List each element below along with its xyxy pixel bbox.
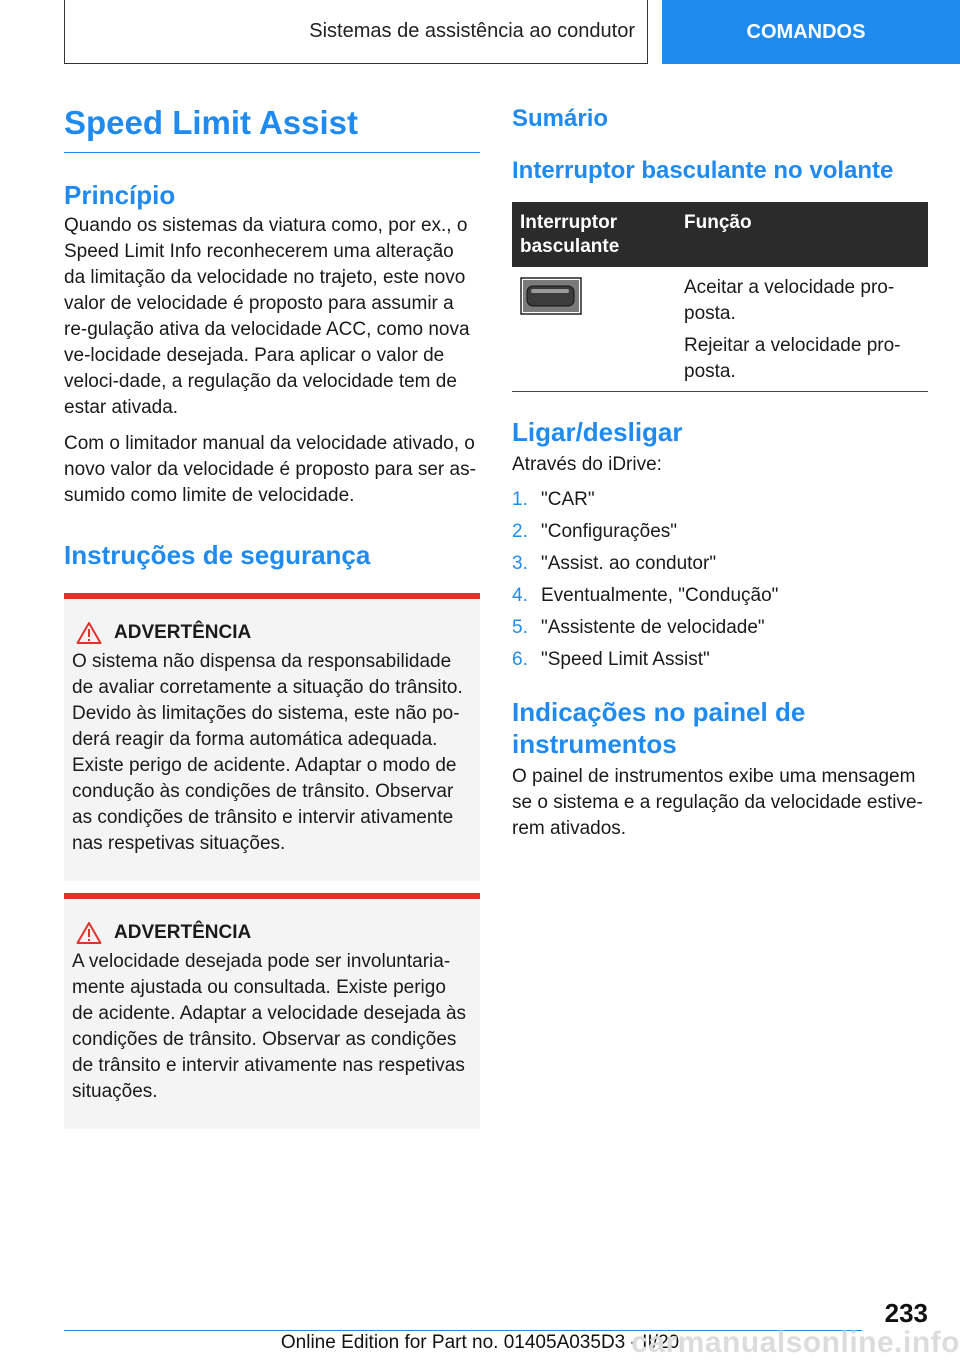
- running-header-section: [64, 0, 648, 64]
- chapter-title: COMANDOS: [746, 20, 866, 43]
- step-text: "Speed Limit Assist": [541, 649, 710, 670]
- list-item: [512, 516, 928, 548]
- rocker-switch-icon: [520, 277, 582, 315]
- list-item: [512, 644, 928, 676]
- warning-box-2: [64, 893, 480, 1129]
- summary-subheading: Interruptor basculante no volante: [512, 157, 894, 184]
- function-accept: Aceitar a velocidade pro-posta.: [684, 277, 895, 324]
- table-row: [512, 267, 928, 392]
- list-item: [512, 548, 928, 580]
- step-number: 3.: [512, 553, 528, 574]
- step-text: "CAR": [541, 489, 595, 510]
- step-text: "Assist. ao condutor": [541, 553, 717, 574]
- warning-header: [72, 621, 472, 645]
- warning-triangle-icon: [76, 921, 102, 945]
- right-column: [512, 100, 928, 842]
- edition-footer: Online Edition for Part no. 01405A035D3 - II/20: [280, 1332, 680, 1353]
- list-item: [512, 580, 928, 612]
- step-number: 6.: [512, 649, 528, 670]
- function-cell: [676, 267, 928, 392]
- list-item: [512, 612, 928, 644]
- principle-heading: Princípio: [64, 180, 176, 210]
- onoff-steps: [512, 484, 928, 676]
- safety-heading: Instruções de segurança: [64, 540, 371, 570]
- principle-paragraph-2: Com o limitador manual da velocidade ativado, o novo valor da velocidade é proposto para ser as-sumido como limite de velocidade.: [64, 433, 476, 506]
- warning-title: ADVERTÊNCIA: [114, 922, 252, 943]
- warning-title: ADVERTÊNCIA: [114, 622, 252, 643]
- list-item: [512, 484, 928, 516]
- rocker-switch-cell: [512, 267, 676, 392]
- function-reject: Rejeitar a velocidade pro-posta.: [684, 335, 901, 382]
- page-title: Speed Limit Assist: [64, 100, 480, 153]
- step-text: "Assistente de velocidade": [541, 617, 765, 638]
- warning-triangle-icon: [76, 621, 102, 645]
- table-header-function: Função: [676, 202, 928, 267]
- summary-heading: Sumário: [512, 105, 609, 132]
- step-number: 2.: [512, 521, 528, 542]
- section-title: Sistemas de assistência ao condutor: [309, 20, 635, 42]
- warning-text: O sistema não dispensa da responsabilidade de avaliar corretamente a situação do trânsito. Devido às limitações do sistema, este não po-derá reagir da forma automática adequada. Existe perigo de acidente. Adaptar o modo de condução às condições de trânsito. Observar as condições de trânsito e intervir ativamente nas respetivas situações.: [72, 651, 463, 854]
- chapter-tab[interactable]: [662, 0, 960, 64]
- display-heading: Indicações no painel de instrumentos: [512, 697, 806, 759]
- onoff-intro: Através do iDrive:: [512, 454, 662, 475]
- page-number: 233: [884, 1298, 928, 1328]
- step-number: 4.: [512, 585, 528, 606]
- warning-box-1: [64, 593, 480, 881]
- table-header-switch: Interruptor basculante: [512, 202, 676, 267]
- onoff-heading: Ligar/desligar: [512, 417, 683, 447]
- principle-paragraph-1: Quando os sistemas da viatura como, por ex., o Speed Limit Info reconhecerem uma alteração da limitação da velocidade no trajeto, este novo valor de velocidade é proposto para assumir a re-gulação ativa da velocidade ACC, como nova ve-locidade desejada. Para aplicar o valor de veloci-dade, a regulação da velocidade tem de estar ativada.: [64, 215, 470, 418]
- display-text: O painel de instrumentos exibe uma mensagem se o sistema e a regulação da velocidade estive-rem ativados.: [512, 766, 923, 839]
- switch-function-table: [512, 202, 928, 392]
- step-number: 5.: [512, 617, 528, 638]
- warning-header: [72, 921, 472, 945]
- watermark: carmanualsonline.info: [631, 1326, 960, 1359]
- step-text: Eventualmente, "Condução": [541, 585, 779, 606]
- left-column: [64, 100, 480, 1129]
- step-text: "Configurações": [541, 521, 678, 542]
- step-number: 1.: [512, 489, 528, 510]
- warning-text: A velocidade desejada pode ser involuntaria-mente ajustada ou consultada. Existe perigo de acidente. Adaptar a velocidade desejada às condições de trânsito. Observar as condições de trânsito e intervir ativamente nas respetivas situações.: [72, 951, 467, 1102]
